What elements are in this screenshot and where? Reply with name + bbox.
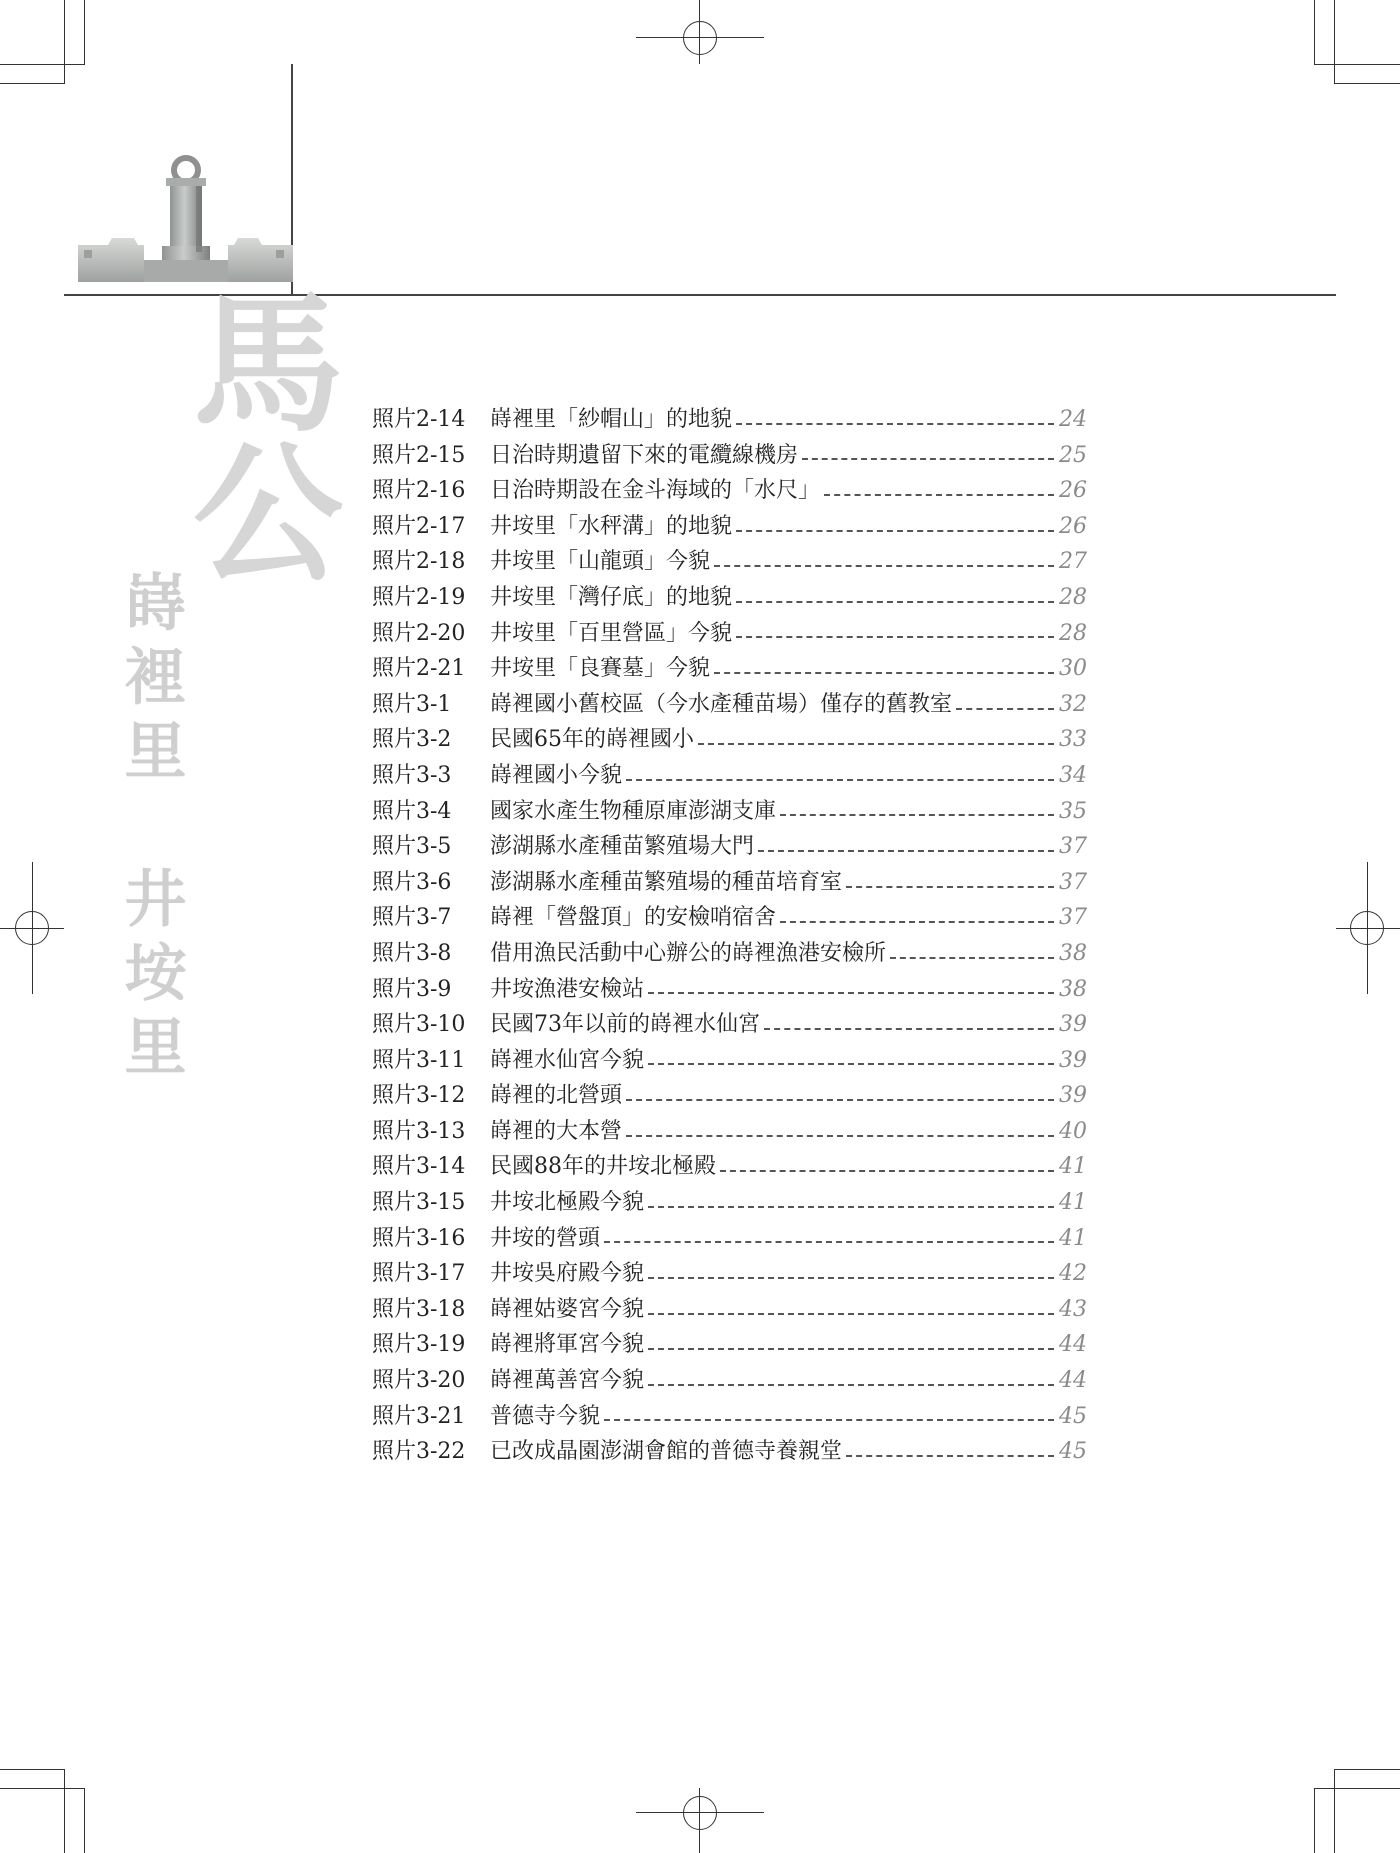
toc-entry[interactable] bbox=[372, 722, 1087, 758]
toc-entry[interactable] bbox=[372, 1434, 1087, 1470]
toc-dot-leader bbox=[890, 957, 1054, 959]
toc-entry-page-number: 37 bbox=[1059, 869, 1087, 895]
crop-mark-top-left-h bbox=[0, 64, 85, 65]
toc-dot-leader bbox=[648, 1206, 1054, 1208]
toc-entry-page-number: 45 bbox=[1059, 1439, 1087, 1465]
toc-dot-leader bbox=[846, 1455, 1054, 1457]
toc-entry-label: 照片3-13 bbox=[372, 1118, 466, 1144]
toc-entry-title: 井垵里「灣仔底」的地貌 bbox=[490, 584, 733, 610]
toc-dot-leader bbox=[648, 992, 1054, 994]
toc-entry-page-number: 41 bbox=[1059, 1154, 1087, 1180]
toc-entry-label: 照片2-16 bbox=[372, 478, 466, 504]
toc-entry[interactable] bbox=[372, 473, 1087, 509]
toc-entry-page-number: 45 bbox=[1059, 1403, 1087, 1429]
toc-entry-label: 照片2-18 bbox=[372, 549, 466, 575]
crop-mark-bottom-left-h bbox=[0, 1788, 85, 1789]
toc-entry-title: 井垵里「山龍頭」今貌 bbox=[490, 549, 711, 575]
toc-dot-leader bbox=[648, 1384, 1054, 1386]
toc-dot-leader bbox=[758, 850, 1054, 852]
toc-entry-page-number: 26 bbox=[1059, 513, 1087, 539]
toc-dot-leader bbox=[698, 743, 1054, 745]
toc-entry-title: 民國65年的嵵裡國小 bbox=[490, 727, 694, 753]
toc-entry-page-number: 39 bbox=[1059, 1047, 1087, 1073]
toc-entry[interactable] bbox=[372, 1114, 1087, 1150]
toc-dot-leader bbox=[736, 530, 1054, 532]
crop-mark-bottom-right-h2 bbox=[1334, 1769, 1400, 1770]
toc-entry-page-number: 25 bbox=[1059, 442, 1087, 468]
toc-entry[interactable] bbox=[372, 402, 1087, 438]
toc-entry[interactable] bbox=[372, 687, 1087, 723]
toc-entry-page-number: 43 bbox=[1059, 1296, 1087, 1322]
toc-entry-title: 嵵裡的大本營 bbox=[490, 1118, 623, 1144]
toc-entry[interactable] bbox=[372, 509, 1087, 545]
toc-entry[interactable] bbox=[372, 865, 1087, 901]
toc-dot-leader bbox=[714, 672, 1054, 674]
crop-mark-top-right-v bbox=[1314, 0, 1315, 64]
crop-mark-top-right-v2 bbox=[1334, 0, 1335, 84]
toc-entry-page-number: 42 bbox=[1059, 1261, 1087, 1287]
toc-dot-leader bbox=[626, 1099, 1054, 1101]
toc-entry-label: 照片2-14 bbox=[372, 407, 466, 432]
toc-entry-label: 照片3-4 bbox=[372, 798, 452, 824]
toc-entry-label: 照片3-19 bbox=[372, 1332, 466, 1358]
crop-mark-top-left-h2 bbox=[0, 83, 64, 84]
watermark-title: 馬公 bbox=[167, 285, 343, 585]
toc-dot-leader bbox=[648, 1313, 1054, 1315]
toc-entry-page-number: 30 bbox=[1059, 656, 1087, 682]
toc-entry-page-number: 28 bbox=[1059, 620, 1087, 646]
toc-entry[interactable] bbox=[372, 616, 1087, 652]
toc-entry-label: 照片3-1 bbox=[372, 691, 452, 717]
toc-entry[interactable] bbox=[372, 1149, 1087, 1185]
toc-dot-leader bbox=[648, 1277, 1054, 1279]
toc-entry-page-number: 35 bbox=[1059, 798, 1087, 824]
toc-dot-leader bbox=[764, 1028, 1054, 1030]
toc-entry-title: 井垵里「良賽墓」今貌 bbox=[490, 656, 711, 682]
toc-entry[interactable] bbox=[372, 794, 1087, 830]
watermark-subtitle: 嵵裡里 井垵里 bbox=[114, 570, 187, 1088]
crop-mark-bottom-left-v bbox=[84, 1788, 85, 1853]
toc-dot-leader bbox=[956, 708, 1054, 710]
toc-dot-leader bbox=[846, 886, 1054, 888]
crop-mark-bottom-right-v2 bbox=[1334, 1769, 1335, 1853]
toc-entry[interactable] bbox=[372, 1007, 1087, 1043]
crop-mark-top-left-v bbox=[84, 0, 85, 64]
toc-dot-leader bbox=[824, 494, 1054, 496]
toc-dot-leader bbox=[780, 921, 1054, 923]
toc-entry-page-number: 28 bbox=[1059, 584, 1087, 610]
toc-entry-page-number: 44 bbox=[1059, 1332, 1087, 1358]
toc-entry-title: 嵵裡萬善宮今貌 bbox=[490, 1368, 645, 1394]
toc-entry-label: 照片2-19 bbox=[372, 584, 466, 610]
toc-entry[interactable] bbox=[372, 651, 1087, 687]
toc-entry-title: 嵵裡將軍宮今貌 bbox=[490, 1332, 645, 1358]
crop-mark-top-right-h bbox=[1314, 64, 1400, 65]
toc-entry[interactable] bbox=[372, 1292, 1087, 1328]
toc-entry-title: 嵵裡水仙宮今貌 bbox=[490, 1047, 645, 1073]
toc-entry-title: 已改成晶園澎湖會館的普德寺養親堂 bbox=[490, 1439, 843, 1465]
toc-entry-page-number: 38 bbox=[1059, 976, 1087, 1002]
toc-entry-label: 照片3-5 bbox=[372, 834, 452, 860]
toc-entry-page-number: 44 bbox=[1059, 1368, 1087, 1394]
crop-mark-bottom-left-h2 bbox=[0, 1769, 64, 1770]
toc-entry-title: 澎湖縣水產種苗繁殖場大門 bbox=[490, 834, 755, 860]
toc-entry-page-number: 41 bbox=[1059, 1225, 1087, 1251]
toc-entry-title: 井垵里「百里營區」今貌 bbox=[490, 620, 733, 646]
toc-dot-leader bbox=[736, 423, 1054, 425]
toc-dot-leader bbox=[648, 1063, 1054, 1065]
toc-entry[interactable] bbox=[372, 1185, 1087, 1221]
toc-entry-label: 照片3-8 bbox=[372, 940, 452, 966]
toc-entry-page-number: 37 bbox=[1059, 834, 1087, 860]
toc-entry-label: 照片2-15 bbox=[372, 442, 466, 468]
toc-entry-title: 嵵裡姑婆宮今貌 bbox=[490, 1296, 645, 1322]
toc-entry-page-number: 26 bbox=[1059, 478, 1087, 504]
toc-dot-leader bbox=[604, 1241, 1054, 1243]
crop-mark-top-right-h2 bbox=[1334, 83, 1400, 84]
toc-entry-title: 嵵裡里「紗帽山」的地貌 bbox=[490, 407, 733, 432]
toc-entry-title: 井垵吳府殿今貌 bbox=[490, 1261, 645, 1287]
toc-entry-label: 照片3-22 bbox=[372, 1439, 466, 1465]
toc-entry-page-number: 34 bbox=[1059, 762, 1087, 788]
toc-dot-leader bbox=[714, 565, 1054, 567]
toc-entry-label: 照片3-20 bbox=[372, 1368, 466, 1394]
toc-entry[interactable] bbox=[372, 1043, 1087, 1079]
crop-mark-bottom-right-h bbox=[1314, 1788, 1400, 1789]
crop-mark-bottom-left-v2 bbox=[64, 1769, 65, 1853]
toc-dot-leader bbox=[780, 814, 1054, 816]
toc-entry-title: 嵵裡「營盤頂」的安檢哨宿舍 bbox=[490, 905, 777, 931]
toc-entry-page-number: 37 bbox=[1059, 905, 1087, 931]
toc-entry-label: 照片3-9 bbox=[372, 976, 452, 1002]
toc-entry-title: 國家水產生物種原庫澎湖支庫 bbox=[490, 798, 777, 824]
toc-dot-leader bbox=[736, 601, 1054, 603]
toc-entry-title: 井垵漁港安檢站 bbox=[490, 976, 645, 1002]
toc-entry-page-number: 32 bbox=[1059, 691, 1087, 717]
crop-mark-bottom-right-v bbox=[1314, 1788, 1315, 1853]
toc-entry-label: 照片3-12 bbox=[372, 1083, 466, 1109]
toc-entry-title: 嵵裡的北營頭 bbox=[490, 1083, 623, 1109]
toc-entry-title: 借用漁民活動中心辦公的嵵裡漁港安檢所 bbox=[490, 940, 887, 966]
toc-entry-label: 照片2-17 bbox=[372, 513, 466, 539]
toc-entry-label: 照片3-17 bbox=[372, 1261, 466, 1287]
toc-entry[interactable] bbox=[372, 1078, 1087, 1114]
toc-entry-title: 嵵裡國小舊校區（今水產種苗場）僅存的舊教室 bbox=[490, 691, 953, 717]
toc-entry[interactable] bbox=[372, 580, 1087, 616]
photo-index-list bbox=[372, 402, 1087, 1470]
toc-entry[interactable] bbox=[372, 1363, 1087, 1399]
toc-entry-label: 照片3-14 bbox=[372, 1154, 466, 1180]
toc-entry-page-number: 27 bbox=[1059, 549, 1087, 575]
toc-entry-title: 澎湖縣水產種苗繁殖場的種苗培育室 bbox=[490, 869, 843, 895]
toc-entry[interactable] bbox=[372, 1256, 1087, 1292]
toc-entry-page-number: 24 bbox=[1059, 407, 1087, 432]
toc-dot-leader bbox=[648, 1348, 1054, 1350]
toc-entry-title: 嵵裡國小今貌 bbox=[490, 762, 623, 788]
crop-mark-top-left-v2 bbox=[64, 0, 65, 84]
toc-dot-leader bbox=[802, 458, 1054, 460]
toc-entry-label: 照片3-11 bbox=[372, 1047, 466, 1073]
toc-entry[interactable] bbox=[372, 1399, 1087, 1435]
toc-dot-leader bbox=[720, 1170, 1054, 1172]
toc-entry-title: 普德寺今貌 bbox=[490, 1403, 601, 1429]
toc-entry-title: 日治時期遺留下來的電纜線機房 bbox=[490, 442, 799, 468]
toc-dot-leader bbox=[736, 636, 1054, 638]
toc-entry-page-number: 39 bbox=[1059, 1012, 1087, 1038]
toc-entry-label: 照片3-7 bbox=[372, 905, 452, 931]
toc-entry[interactable] bbox=[372, 972, 1087, 1008]
toc-dot-leader bbox=[626, 1135, 1054, 1137]
toc-entry[interactable] bbox=[372, 1327, 1087, 1363]
toc-dot-leader bbox=[604, 1419, 1054, 1421]
monument-illustration bbox=[78, 150, 293, 285]
toc-entry[interactable] bbox=[372, 1221, 1087, 1257]
toc-dot-leader bbox=[626, 779, 1054, 781]
toc-entry-label: 照片3-6 bbox=[372, 869, 452, 895]
toc-entry[interactable] bbox=[372, 900, 1087, 936]
toc-entry-page-number: 33 bbox=[1059, 727, 1087, 753]
toc-entry[interactable] bbox=[372, 829, 1087, 865]
toc-entry-label: 照片3-18 bbox=[372, 1296, 466, 1322]
toc-entry-label: 照片3-3 bbox=[372, 762, 452, 788]
toc-entry-label: 照片2-20 bbox=[372, 620, 466, 646]
toc-entry-title: 井垵里「水秤溝」的地貌 bbox=[490, 513, 733, 539]
toc-entry-label: 照片3-2 bbox=[372, 727, 452, 753]
toc-entry-title: 民國73年以前的嵵裡水仙宮 bbox=[490, 1012, 760, 1038]
toc-entry-title: 井垵的營頭 bbox=[490, 1225, 601, 1251]
toc-entry-page-number: 40 bbox=[1059, 1118, 1087, 1144]
toc-entry[interactable] bbox=[372, 438, 1087, 474]
toc-entry-page-number: 38 bbox=[1059, 940, 1087, 966]
toc-entry-title: 井垵北極殿今貌 bbox=[490, 1190, 645, 1216]
toc-entry[interactable] bbox=[372, 544, 1087, 580]
toc-entry-page-number: 41 bbox=[1059, 1190, 1087, 1216]
toc-entry-title: 日治時期設在金斗海域的「水尺」 bbox=[490, 478, 821, 504]
toc-entry-title: 民國88年的井垵北極殿 bbox=[490, 1154, 716, 1180]
toc-entry-label: 照片3-10 bbox=[372, 1012, 466, 1038]
toc-entry[interactable] bbox=[372, 936, 1087, 972]
toc-entry-label: 照片3-15 bbox=[372, 1190, 466, 1216]
toc-entry-label: 照片3-16 bbox=[372, 1225, 466, 1251]
toc-entry-label: 照片3-21 bbox=[372, 1403, 466, 1429]
toc-entry-label: 照片2-21 bbox=[372, 656, 466, 682]
toc-entry[interactable] bbox=[372, 758, 1087, 794]
toc-entry-page-number: 39 bbox=[1059, 1083, 1087, 1109]
